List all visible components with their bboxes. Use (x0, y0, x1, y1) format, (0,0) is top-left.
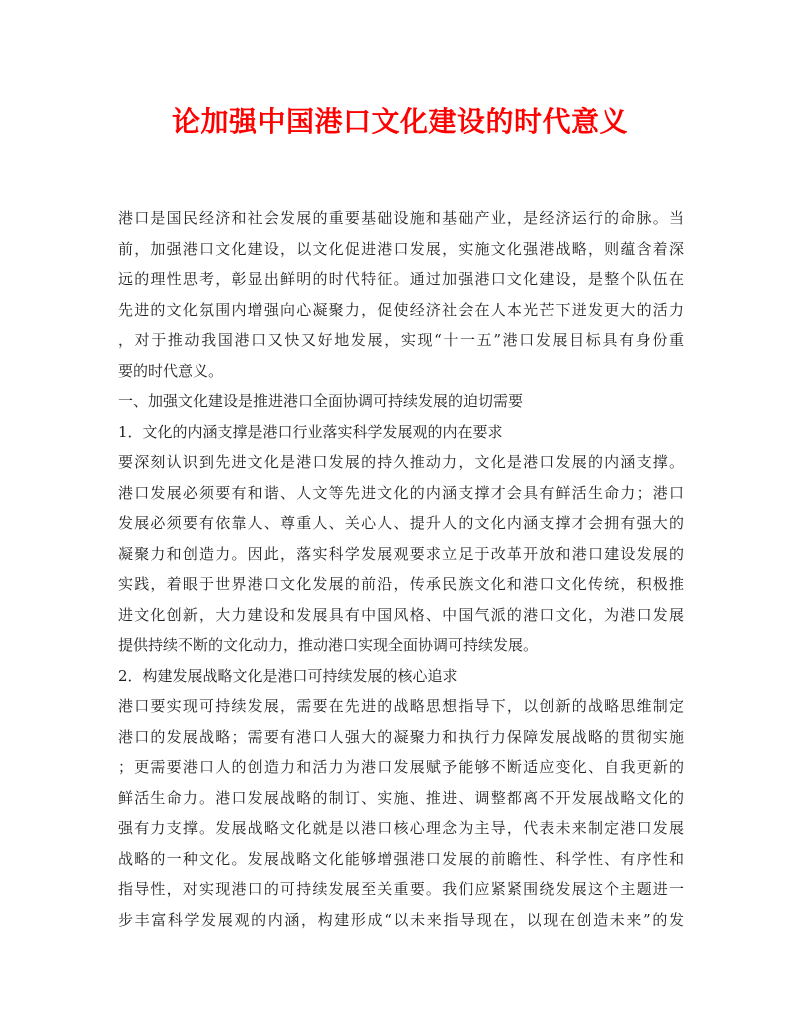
body-line: 发展必须要有依靠人、尊重人、关心人、提升人的文化内涵支撑才会拥有强大的 (118, 514, 684, 532)
body-line: 实践，着眼于世界港口文化发展的前沿，传承民族文化和港口文化传统，积极推 (118, 575, 684, 593)
body-line: 一、加强文化建设是推进港口全面协调可持续发展的迫切需要 (118, 392, 524, 410)
body-line: 要的时代意义。 (118, 361, 224, 380)
body-line: 港口要实现可持续发展，需要在先进的战略思想指导下，以创新的战略思维制定 (118, 697, 684, 715)
body-line: ，对于推动我国港口又快又好地发展，实现“十一五”港口发展目标具有身份重 (118, 331, 684, 349)
document-title: 论加强中国港口文化建设的时代意义 (171, 105, 628, 138)
body-line: 指导性，对实现港口的可持续发展至关重要。我们应紧紧围绕发展这个主题进一 (118, 880, 684, 898)
body-line: 提供持续不断的文化动力，推动港口实现全面协调可持续发展。 (118, 636, 539, 654)
body-line: 强有力支撑。发展战略文化就是以港口核心理念为主导，代表未来制定港口发展 (118, 819, 684, 837)
body-line: 战略的一种文化。发展战略文化能够增强港口发展的前瞻性、科学性、有序性和 (118, 849, 684, 868)
body-line: ；更需要港口人的创造力和活力为港口发展赋予能够不断适应变化、自我更新的 (118, 758, 684, 776)
body-line: 要深刻认识到先进文化是港口发展的持久推动力，文化是港口发展的内涵支撑。 (118, 453, 684, 471)
body-line: 港口的发展战略；需要有港口人强大的凝聚力和执行力保障发展战略的贯彻实施 (118, 727, 684, 746)
body-line: 1．文化的内涵支撑是港口行业落实科学发展观的内在要求 (118, 422, 503, 441)
body-line: 凝聚力和创造力。因此，落实科学发展观要求立足于改革开放和港口建设发展的 (118, 544, 684, 563)
body-line: 先进的文化氛围内增强向心凝聚力，促使经济社会在人本光芒下迸发更大的活力 (118, 300, 684, 319)
body-line: 港口发展必须要有和谐、人文等先进文化的内涵支撑才会具有鲜活生命力；港口 (118, 483, 684, 502)
body-line: 远的理性思考，彰显出鲜明的时代特征。通过加强港口文化建设，是整个队伍在 (118, 270, 684, 288)
body-line: 进文化创新，大力建设和发展具有中国风格、中国气派的港口文化，为港口发展 (118, 605, 684, 624)
body-line: 前，加强港口文化建设，以文化促进港口发展，实施文化强港战略，则蕴含着深 (118, 239, 684, 258)
body-line: 鲜活生命力。港口发展战略的制订、实施、推进、调整都离不开发展战略文化的 (118, 788, 684, 807)
body-line: 港口是国民经济和社会发展的重要基础设施和基础产业，是经济运行的命脉。当 (118, 209, 684, 227)
body-line: 步丰富科学发展观的内涵，构建形成“以未来指导现在，以现在创造未来”的发 (118, 910, 684, 929)
body-line: 2．构建发展战略文化是港口可持续发展的核心追求 (118, 666, 458, 685)
